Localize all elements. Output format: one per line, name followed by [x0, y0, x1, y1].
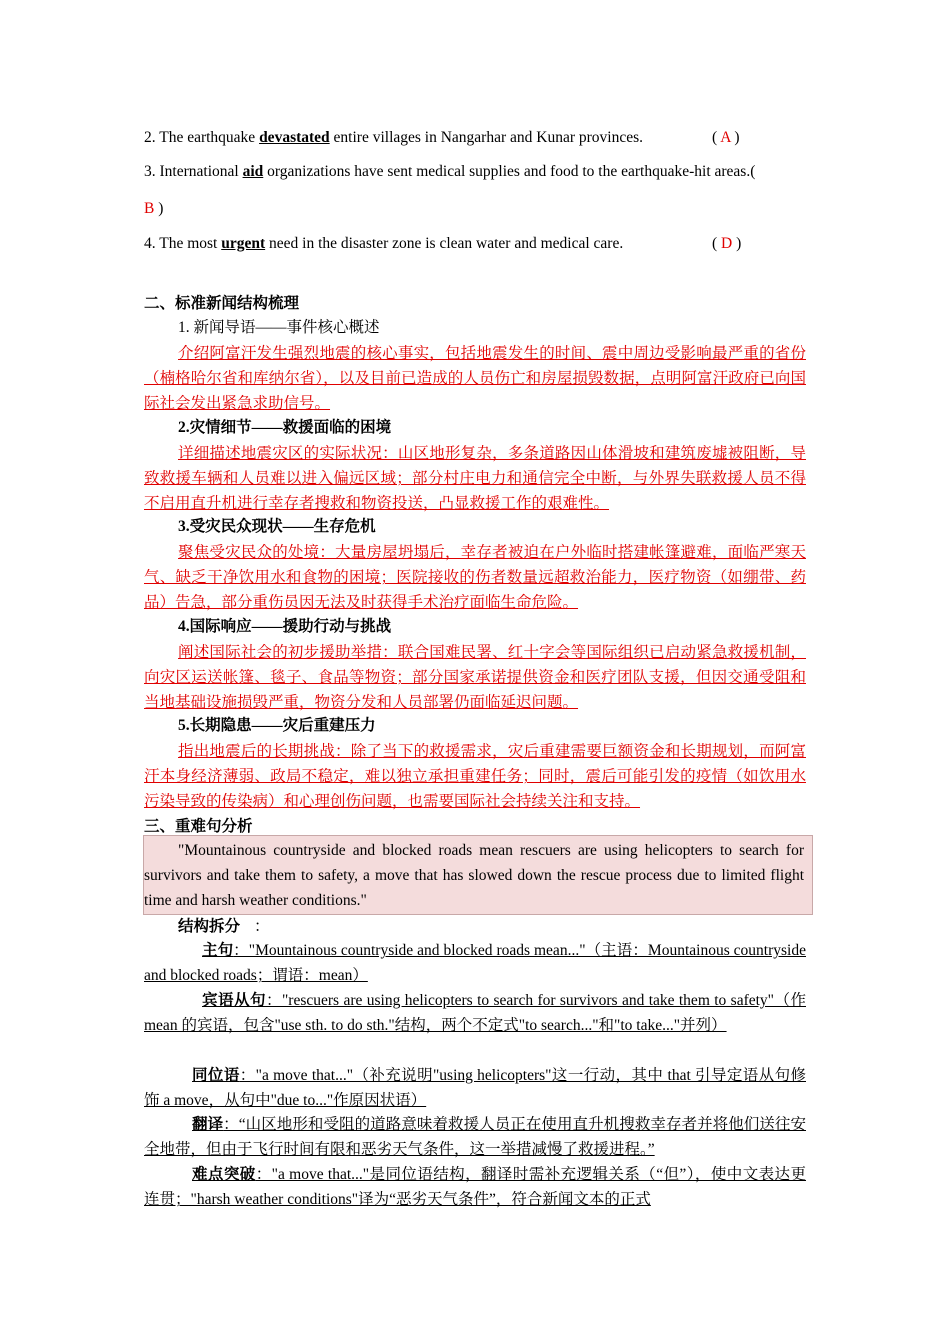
- key-sentence: "Mountainous countryside and blocked roads mean rescuers are using helicopters to search for survivors and take them to safety, a move that has slowed down the rescue process due to limited flight time and harsh weather conditions.": [144, 842, 804, 909]
- item-3-text: 聚焦受灾民众的处境：大量房屋坍塌后，幸存者被迫在户外临时搭建帐篷避难，面临严寒天气、缺乏干净饮用水和食物的困境；医院接收的伤者数量远超救治能力，医疗物资（如绷带、药品）告急，部分重伤员因无法及时获得手术治疗面临生命危险。: [144, 544, 806, 611]
- question-text: need in the disaster zone is clean water and medical care.: [265, 235, 624, 252]
- object-clause: 宾语从句："rescuers are using helicopters to search for survivors and take them to safety"（作 mean 的宾语，包含"use sth. to do sth."结构，两个不定式"to search..."和"to take..."并列）: [144, 992, 806, 1034]
- answer-2: ( A ): [712, 129, 740, 146]
- structure-label: 结构拆分 ：: [178, 918, 270, 935]
- keyword: urgent: [221, 235, 266, 252]
- item-5-text: 指出地震后的长期挑战：除了当下的救援需求，灾后重建需要巨额资金和长期规划，而阿富汗本身经济薄弱、政局不稳定，难以独立承担重建任务；同时，震后可能引发的疫情（如饮用水污染导致的传染病）和心理创伤问题，也需要国际社会持续关注和支持。: [144, 743, 806, 810]
- answer-letter: D: [721, 235, 733, 252]
- translation: 翻译：“山区地形和受阻的道路意味着救援人员正在使用直升机搜救幸存者并将他们送往安全地带，但由于飞行时间有限和恶劣天气条件，这一举措减慢了救援进程。”: [144, 1116, 806, 1158]
- answer-4: ( D ): [712, 235, 742, 252]
- keyword: aid: [242, 163, 264, 180]
- question-text: organizations have sent medical supplies and food to the earthquake-hit areas.(: [263, 163, 756, 180]
- question-3: [144, 162, 755, 182]
- keyword: devastated: [259, 129, 330, 146]
- question-text: 3. International: [144, 163, 243, 180]
- item-1-title: 1. 新闻导语——事件核心概述: [178, 319, 380, 336]
- section-3-title: 三、重难句分析: [144, 818, 253, 835]
- answer-3: B ): [144, 200, 164, 217]
- question-text: 2. The earthquake: [144, 129, 260, 146]
- main-clause: 主句："Mountainous countryside and blocked roads mean..."（主语：Mountainous countryside and blocked roads；谓语：mean）: [144, 942, 806, 984]
- key-sentence-box: [143, 835, 813, 915]
- item-2-text: 详细描述地震灾区的实际状况：山区地形复杂，多条道路因山体滑坡和建筑废墟被阻断，导致救援车辆和人员难以进入偏远区域；部分村庄电力和通信完全中断，与外界失联救援人员不得不启用直升机进行幸存者搜救和物资投送，凸显救援工作的艰难性。: [144, 445, 806, 512]
- item-5-title: 5.长期隐患——灾后重建压力: [178, 717, 376, 734]
- question-text: entire villages in Nangarhar and Kunar provinces.: [329, 129, 644, 146]
- item-1-text: 介绍阿富汗发生强烈地震的核心事实，包括地震发生的时间、震中周边受影响最严重的省份（楠格哈尔省和库纳尔省），以及目前已造成的人员伤亡和房屋损毁数据，点明阿富汗政府已向国际社会发出紧急求助信号。: [144, 345, 806, 412]
- item-2-title: 2.灾情细节——救援面临的困境: [178, 419, 392, 436]
- question-2: [144, 128, 643, 148]
- answer-letter: B: [144, 200, 155, 217]
- item-4-title: 4.国际响应——援助行动与挑战: [178, 618, 392, 635]
- item-3-title: 3.受灾民众现状——生存危机: [178, 518, 376, 535]
- question-4: [144, 234, 623, 254]
- item-4-text: 阐述国际社会的初步援助举措：联合国难民署、红十字会等国际组织已启动紧急救援机制，向灾区运送帐篷、毯子、食品等物资；部分国家承诺提供资金和医疗团队支援，但因交通受阻和当地基础设施损毁严重，物资分发和人员部署仍面临延迟问题。: [144, 644, 806, 711]
- difficulty: 难点突破："a move that..."是同位语结构，翻译时需补充逻辑关系（“但”），使中文表达更连贯；"harsh weather conditions"译为“恶劣天气条件”，符合新闻文本的正式: [144, 1166, 806, 1208]
- appositive: 同位语："a move that..."（补充说明"using helicopters"这一行动，其中 that 引导定语从句修饰 a move，从句中"due to..."作原因状语）: [144, 1067, 806, 1109]
- section-2-title: 二、标准新闻结构梳理: [144, 295, 300, 312]
- question-text: 4. The most: [144, 235, 222, 252]
- answer-letter: A: [720, 129, 731, 146]
